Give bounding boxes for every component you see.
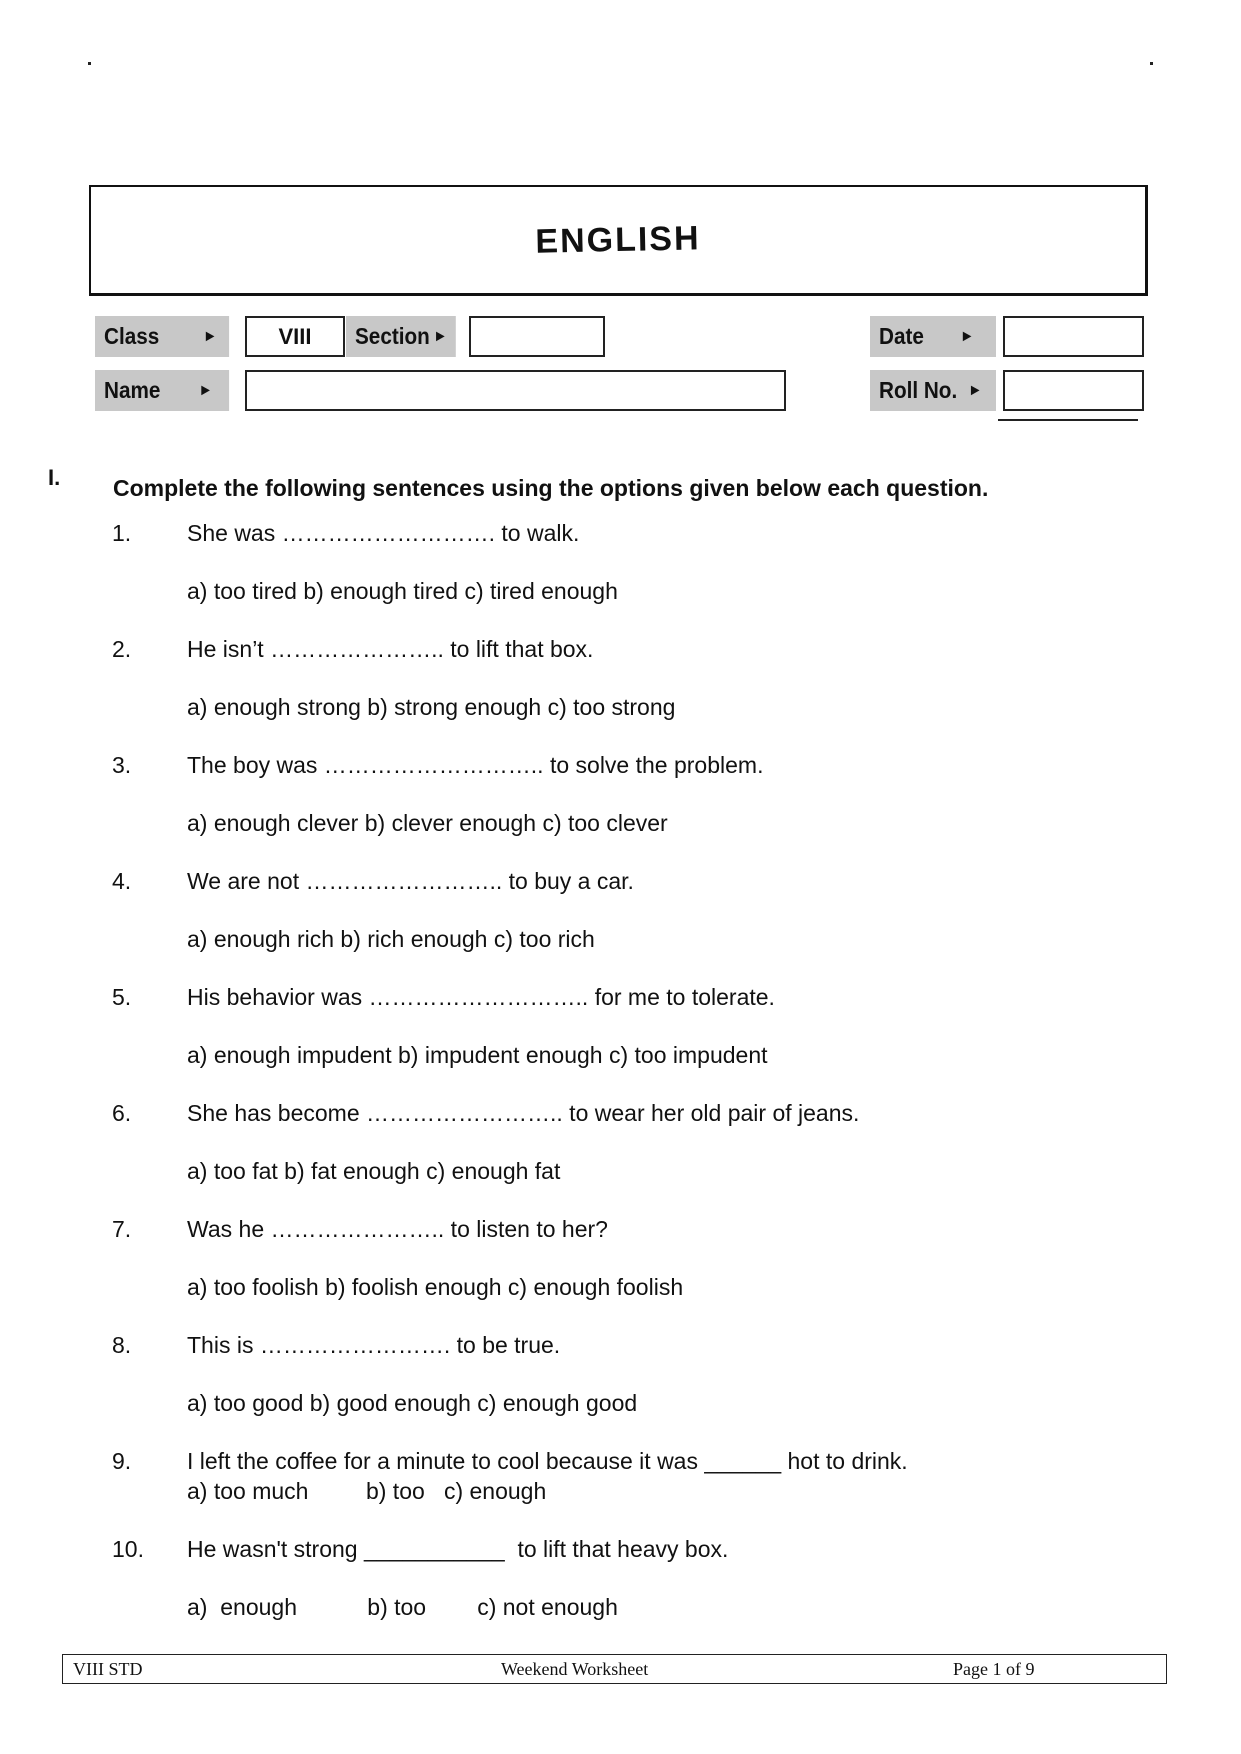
question-text: I left the coffee for a minute to cool because it was ______ hot to drink. bbox=[187, 1448, 908, 1474]
name-field[interactable] bbox=[245, 370, 786, 411]
question-options: a) too good b) good enough c) enough good bbox=[187, 1390, 638, 1416]
question-options: a) enough clever b) clever enough c) too clever bbox=[187, 810, 668, 836]
question-number: 9. bbox=[112, 1448, 132, 1474]
section-label-cell bbox=[346, 316, 456, 357]
footer-class: VIII STD bbox=[73, 1659, 143, 1679]
footer-title: Weekend Worksheet bbox=[501, 1659, 649, 1679]
question-number: 5. bbox=[112, 984, 132, 1010]
underline-divider bbox=[998, 419, 1138, 421]
question-options: a) enough rich b) rich enough c) too rich bbox=[187, 926, 595, 952]
question-text: Was he ………………….. to listen to her? bbox=[187, 1216, 608, 1242]
question-options: a) too much b) too c) enough bbox=[187, 1478, 547, 1504]
arrow-icon: ► bbox=[433, 328, 448, 345]
corner-mark-right bbox=[1150, 62, 1153, 65]
question-number: 3. bbox=[112, 752, 132, 778]
class-label-cell bbox=[95, 316, 229, 357]
question-number: 2. bbox=[112, 636, 132, 662]
name-label-cell bbox=[95, 370, 229, 411]
page-footer bbox=[62, 1654, 1167, 1684]
question-text: She has become …………………….. to wear her old pair of jeans. bbox=[187, 1100, 860, 1126]
question-options: a) enough b) too c) not enough bbox=[187, 1594, 618, 1620]
question-text: We are not …………………….. to buy a car. bbox=[187, 868, 634, 894]
section-instruction: Complete the following sentences using the options given below each question. bbox=[113, 475, 989, 501]
question-number: 4. bbox=[112, 868, 132, 894]
question-number: 8. bbox=[112, 1332, 132, 1358]
footer-page-number: Page 1 of 9 bbox=[953, 1659, 1035, 1679]
arrow-icon: ► bbox=[203, 328, 218, 345]
date-label: Date bbox=[879, 323, 924, 349]
question-options: a) enough impudent b) impudent enough c) too impudent bbox=[187, 1042, 768, 1068]
section-field[interactable] bbox=[469, 316, 605, 357]
question-number: 10. bbox=[112, 1536, 144, 1562]
corner-mark-left bbox=[88, 62, 91, 65]
question-number: 6. bbox=[112, 1100, 132, 1126]
question-text: His behavior was ……………………….. for me to tolerate. bbox=[187, 984, 775, 1010]
question-options: a) too fat b) fat enough c) enough fat bbox=[187, 1158, 561, 1184]
question-text: She was ………………………. to walk. bbox=[187, 520, 580, 546]
question-text: He isn’t ………………….. to lift that box. bbox=[187, 636, 594, 662]
question-options: a) too foolish b) foolish enough c) enough foolish bbox=[187, 1274, 684, 1300]
class-label: Class bbox=[104, 323, 160, 349]
title-box bbox=[89, 185, 1148, 296]
arrow-icon: ► bbox=[198, 382, 213, 399]
question-text: He wasn't strong ___________ to lift that heavy box. bbox=[187, 1536, 729, 1562]
section-label: Section bbox=[355, 323, 430, 349]
arrow-icon: ► bbox=[960, 328, 975, 345]
section-number: I. bbox=[48, 465, 61, 490]
date-field[interactable] bbox=[1003, 316, 1144, 357]
roll-label-cell bbox=[870, 370, 996, 411]
question-options: a) too tired b) enough tired c) tired enough bbox=[187, 578, 618, 604]
roll-label: Roll No. bbox=[879, 377, 958, 403]
name-label: Name bbox=[104, 377, 161, 403]
question-number: 7. bbox=[112, 1216, 132, 1242]
question-number: 1. bbox=[112, 520, 132, 546]
arrow-icon: ► bbox=[968, 382, 983, 399]
question-text: This is ……………………. to be true. bbox=[187, 1332, 561, 1358]
class-field[interactable]: VIII bbox=[245, 316, 345, 357]
roll-field[interactable] bbox=[1003, 370, 1144, 411]
page-title: ENGLISH bbox=[535, 219, 701, 261]
question-text: The boy was ……………………….. to solve the problem. bbox=[187, 752, 764, 778]
question-options: a) enough strong b) strong enough c) too strong bbox=[187, 694, 676, 720]
date-label-cell bbox=[870, 316, 996, 357]
